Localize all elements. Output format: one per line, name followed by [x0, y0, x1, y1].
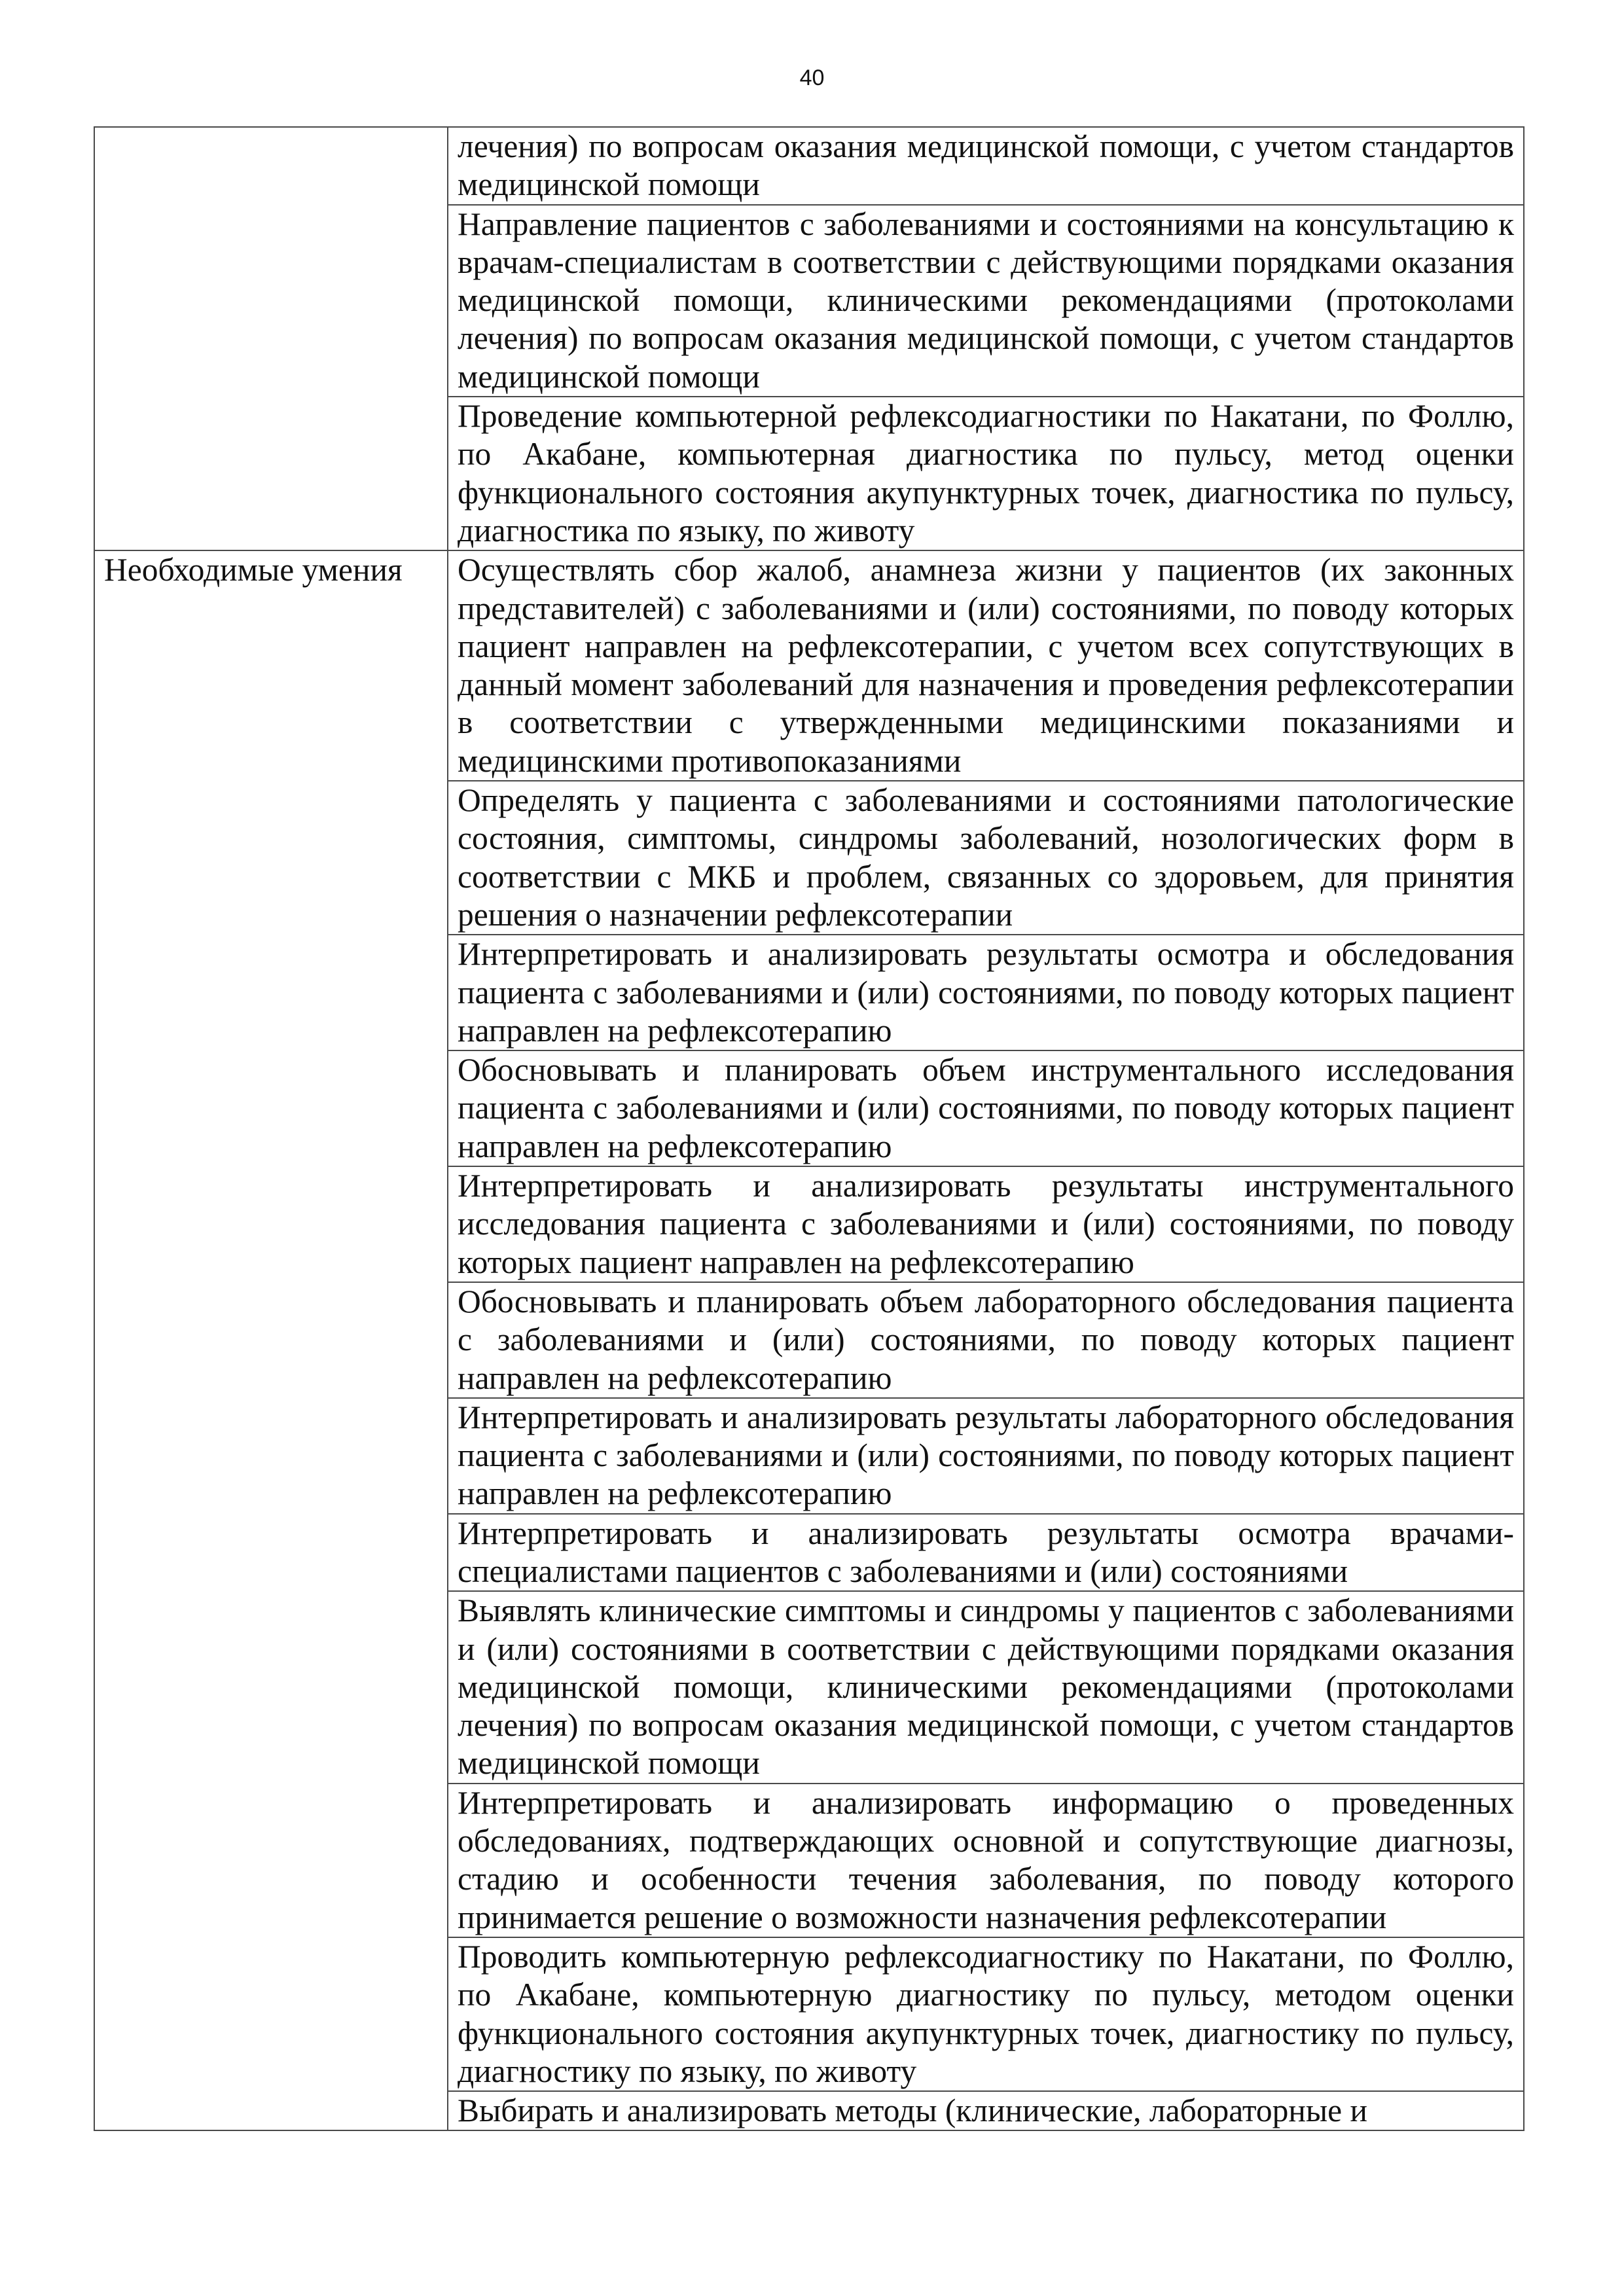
table-cell-text: Определять у пациента с заболеваниями и состояниями патологические состояния, симптомы, синдромы заболеваний, нозологических форм в соответствии с МКБ и проблем, связанных со здоровьем, для принятия решения о назначении рефлексотерапии	[448, 781, 1524, 935]
table-cell-text: Интерпретировать и анализировать результаты осмотра врачами-специалистами пациентов с заболеваниями и (или) состояниями	[448, 1514, 1524, 1592]
table-cell-text: Интерпретировать и анализировать результаты инструментального исследования пациента с заболеваниями и (или) состояниями, по поводу которых пациент направлен на рефлексотерапию	[448, 1166, 1524, 1282]
table-cell-text: Интерпретировать и анализировать информацию о проведенных обследованиях, подтверждающих основной и сопутствующие диагнозы, стадию и особенности течения заболевания, по поводу которого принимается решение о возможности назначения рефлексотерапии	[448, 1784, 1524, 1937]
table-cell-text: Выбирать и анализировать методы (клинические, лабораторные и	[448, 2091, 1524, 2130]
table-cell-text: Интерпретировать и анализировать результаты лабораторного обследования пациента с заболеваниями и (или) состояниями, по поводу которых пациент направлен на рефлексотерапию	[448, 1398, 1524, 1514]
table-cell-text: Обосновывать и планировать объем инструментального исследования пациента с заболеваниями и (или) состояниями, по поводу которых пациент направлен на рефлексотерапию	[448, 1050, 1524, 1166]
section-label-required-skills: Необходимые умения	[104, 552, 403, 588]
table-cell-text: Интерпретировать и анализировать результаты осмотра и обследования пациента с заболеваниями и (или) состояниями, по поводу которых пациент направлен на рефлексотерапию	[448, 935, 1524, 1050]
table-cell-text: Обосновывать и планировать объем лабораторного обследования пациента с заболеваниями и (или) состояниями, по поводу которых пациент направлен на рефлексотерапию	[448, 1282, 1524, 1398]
section-label-cell	[94, 550, 448, 2130]
competency-table	[94, 126, 1525, 2131]
table-cell-text: Выявлять клинические симптомы и синдромы у пациентов с заболеваниями и (или) состояниями в соответствии с действующими порядками оказания медицинской помощи, клиническими рекомендациями (протоколами лечения) по вопросам оказания медицинской помощи, с учетом стандартов медицинской помощи	[448, 1591, 1524, 1783]
table-cell-text: лечения) по вопросам оказания медицинской помощи, с учетом стандартов медицинской помощи	[448, 127, 1524, 205]
table-row	[94, 550, 1524, 781]
page-number: 40	[799, 65, 825, 90]
table-row	[94, 127, 1524, 205]
table-cell-text: Проведение компьютерной рефлексодиагностики по Накатани, по Фоллю, по Акабане, компьютерная диагностика по пульсу, метод оценки функционального состояния акупунктурных точек, диагностика по пульсу, диагностика по языку, по животу	[448, 397, 1524, 550]
table-cell-text: Осуществлять сбор жалоб, анамнеза жизни у пациентов (их законных представителей) с заболеваниями и (или) состояниями, по поводу которых пациент направлен на рефлексотерапии, с учетом всех сопутствующих в данный момент заболеваний для назначения и проведения рефлексотерапии в соответствии с утвержденными медицинскими показаниями и медицинскими противопоказаниями	[448, 550, 1524, 781]
table-cell-text: Направление пациентов с заболеваниями и состояниями на консультацию к врачам-специалистам в соответствии с действующими порядками оказания медицинской помощи, клиническими рекомендациями (протоколами лечения) по вопросам оказания медицинской помощи, с учетом стандартов медицинской помощи	[448, 205, 1524, 397]
table-cell-text: Проводить компьютерную рефлексодиагностику по Накатани, по Фоллю, по Акабане, компьютерную диагностику по пульсу, методом оценки функционального состояния акупунктурных точек, диагностику по пульсу, диагностику по языку, по животу	[448, 1937, 1524, 2091]
section-label-cell	[94, 127, 448, 550]
